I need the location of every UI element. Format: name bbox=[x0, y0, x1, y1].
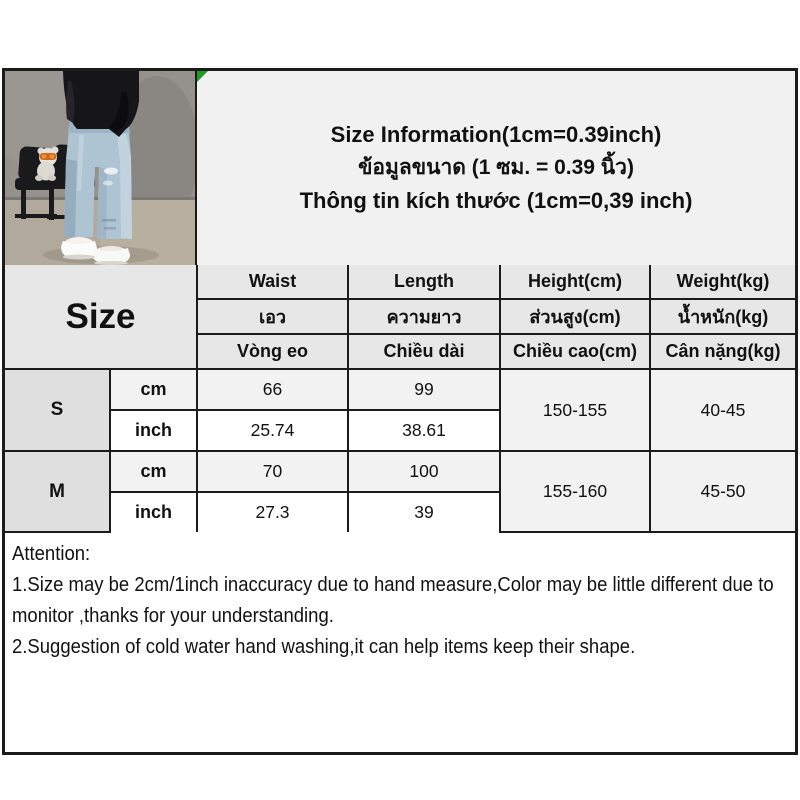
header-waist-vi: Vòng eo bbox=[197, 334, 348, 369]
row-m-length-cm: 100 bbox=[348, 451, 500, 492]
header-waist-en: Waist bbox=[197, 265, 348, 299]
row-m-unit-inch: inch bbox=[110, 492, 197, 532]
header-weight-vi: Cân nặng(kg) bbox=[650, 334, 795, 369]
header-length-vi: Chiều dài bbox=[348, 334, 500, 369]
size-table bbox=[5, 265, 795, 533]
title-box bbox=[197, 71, 795, 265]
header-length-th: ความยาว bbox=[348, 299, 500, 334]
header-height-th: ส่วนสูง(cm) bbox=[500, 299, 650, 334]
row-s-height: 150-155 bbox=[500, 369, 650, 451]
row-m-unit-cm: cm bbox=[110, 451, 197, 492]
content-frame bbox=[2, 68, 798, 755]
header-weight-en: Weight(kg) bbox=[650, 265, 795, 299]
row-m-waist-inch: 27.3 bbox=[197, 492, 348, 532]
header-weight-th: น้ำหนัก(kg) bbox=[650, 299, 795, 334]
header-waist-th: เอว bbox=[197, 299, 348, 334]
product-photo bbox=[5, 71, 197, 265]
row-s-waist-inch: 25.74 bbox=[197, 410, 348, 451]
row-s-label: S bbox=[5, 369, 110, 451]
title-vietnamese: Thông tin kích thước (1cm=0,39 inch) bbox=[299, 188, 693, 213]
row-s-weight: 40-45 bbox=[650, 369, 795, 451]
row-m-height: 155-160 bbox=[500, 451, 650, 532]
header-height-en: Height(cm) bbox=[500, 265, 650, 299]
top-section bbox=[5, 71, 795, 265]
title-thai: ข้อมูลขนาด (1 ซม. = 0.39 นิ้ว) bbox=[358, 156, 634, 179]
row-m-weight: 45-50 bbox=[650, 451, 795, 532]
jeans-model-illustration bbox=[5, 71, 195, 265]
row-m-length-inch: 39 bbox=[348, 492, 500, 532]
row-s-unit-cm: cm bbox=[110, 369, 197, 410]
header-height-vi: Chiều cao(cm) bbox=[500, 334, 650, 369]
header-size: Size bbox=[5, 265, 197, 369]
header-length-en: Length bbox=[348, 265, 500, 299]
attention-title: Attention: bbox=[12, 543, 91, 565]
attention-note-1: 1.Size may be 2cm/1inch inaccuracy due to hand measure,Color may be little different due to monitor ,thanks for your understanding. bbox=[12, 574, 774, 627]
attention-section bbox=[5, 533, 795, 752]
row-s-waist-cm: 66 bbox=[197, 369, 348, 410]
row-m-label: M bbox=[5, 451, 110, 532]
row-m-waist-cm: 70 bbox=[197, 451, 348, 492]
row-s-length-inch: 38.61 bbox=[348, 410, 500, 451]
title-english: Size Information(1cm=0.39inch) bbox=[330, 122, 662, 147]
row-s-length-cm: 99 bbox=[348, 369, 500, 410]
row-s-unit-inch: inch bbox=[110, 410, 197, 451]
green-corner-marker-icon bbox=[197, 71, 208, 82]
attention-note-2: 2.Suggestion of cold water hand washing,it can help items keep their shape. bbox=[12, 636, 636, 658]
